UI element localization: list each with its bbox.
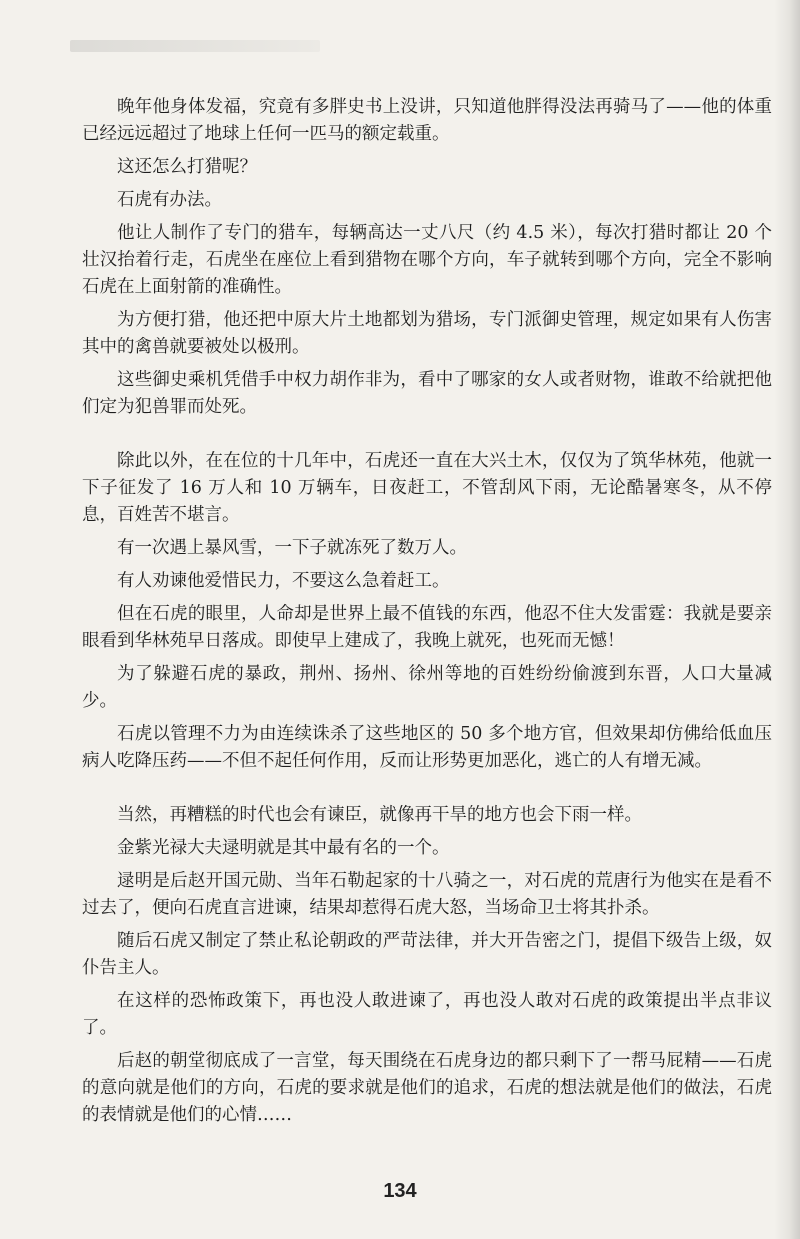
paragraph: 但在石虎的眼里，人命却是世界上最不值钱的东西，他忍不住大发雷霆：我就是要亲眼看到华林苑早日落成。即使早上建成了，我晚上就死，也死而无憾！ [82, 604, 772, 651]
header-bleed-through [70, 40, 320, 52]
paragraph: 他让人制作了专门的猎车，每辆高达一丈八尺（约 4.5 米），每次打猎时都让 20 个壮汉抬着行走，石虎坐在座位上看到猎物在哪个方向，车子就转到哪个方向，完全不影响石虎在上面射箭的准确性。 [82, 223, 772, 297]
paragraph: 石虎有办法。 [117, 190, 222, 210]
paragraph: 金紫光禄大夫逯明就是其中最有名的一个。 [117, 838, 450, 858]
paragraph: 这些御史乘机凭借手中权力胡作非为，看中了哪家的女人或者财物，谁敢不给就把他们定为犯兽罪而处死。 [82, 370, 772, 417]
paragraph: 为方便打猎，他还把中原大片土地都划为猎场，专门派御史管理，规定如果有人伤害其中的禽兽就要被处以极刑。 [82, 310, 772, 357]
paragraph: 除此以外，在在位的十几年中，石虎还一直在大兴土木，仅仅为了筑华林苑，他就一下子征发了 16 万人和 10 万辆车，日夜赶工，不管刮风下雨，无论酷暑寒冬，从不停息，百姓苦不堪言。 [82, 451, 772, 525]
page-number: 134 [383, 1180, 417, 1202]
page-spine-shadow [774, 0, 800, 1239]
paragraph: 有人劝谏他爱惜民力，不要这么急着赶工。 [117, 571, 450, 591]
paragraph: 当然，再糟糕的时代也会有谏臣，就像再干旱的地方也会下雨一样。 [117, 805, 642, 825]
paragraph: 随后石虎又制定了禁止私论朝政的严苛法律，并大开告密之门，提倡下级告上级，奴仆告主人。 [82, 931, 772, 978]
paragraph: 后赵的朝堂彻底成了一言堂，每天围绕在石虎身边的都只剩下了一帮马屁精——石虎的意向就是他们的方向，石虎的要求就是他们的追求，石虎的想法就是他们的做法，石虎的表情就是他们的心情…… [82, 1051, 772, 1125]
paragraph: 晚年他身体发福，究竟有多胖史书上没讲，只知道他胖得没法再骑马了——他的体重已经远远超过了地球上任何一匹马的额定载重。 [82, 97, 772, 144]
paragraph: 逯明是后赵开国元勋、当年石勒起家的十八骑之一，对石虎的荒唐行为他实在是看不过去了，便向石虎直言进谏，结果却惹得石虎大怒，当场命卫士将其扑杀。 [82, 871, 772, 918]
paragraph: 在这样的恐怖政策下，再也没人敢进谏了，再也没人敢对石虎的政策提出半点非议了。 [82, 991, 772, 1038]
paragraph: 石虎以管理不力为由连续诛杀了这些地区的 50 多个地方官，但效果却仿佛给低血压病人吃降压药——不但不起任何作用，反而让形势更加恶化，逃亡的人有增无减。 [82, 724, 772, 771]
paragraph: 有一次遇上暴风雪，一下子就冻死了数万人。 [117, 538, 467, 558]
paragraph: 这还怎么打猎呢？ [117, 157, 257, 177]
paragraph: 为了躲避石虎的暴政，荆州、扬州、徐州等地的百姓纷纷偷渡到东晋，人口大量减少。 [82, 664, 772, 711]
body-text [82, 94, 772, 1129]
